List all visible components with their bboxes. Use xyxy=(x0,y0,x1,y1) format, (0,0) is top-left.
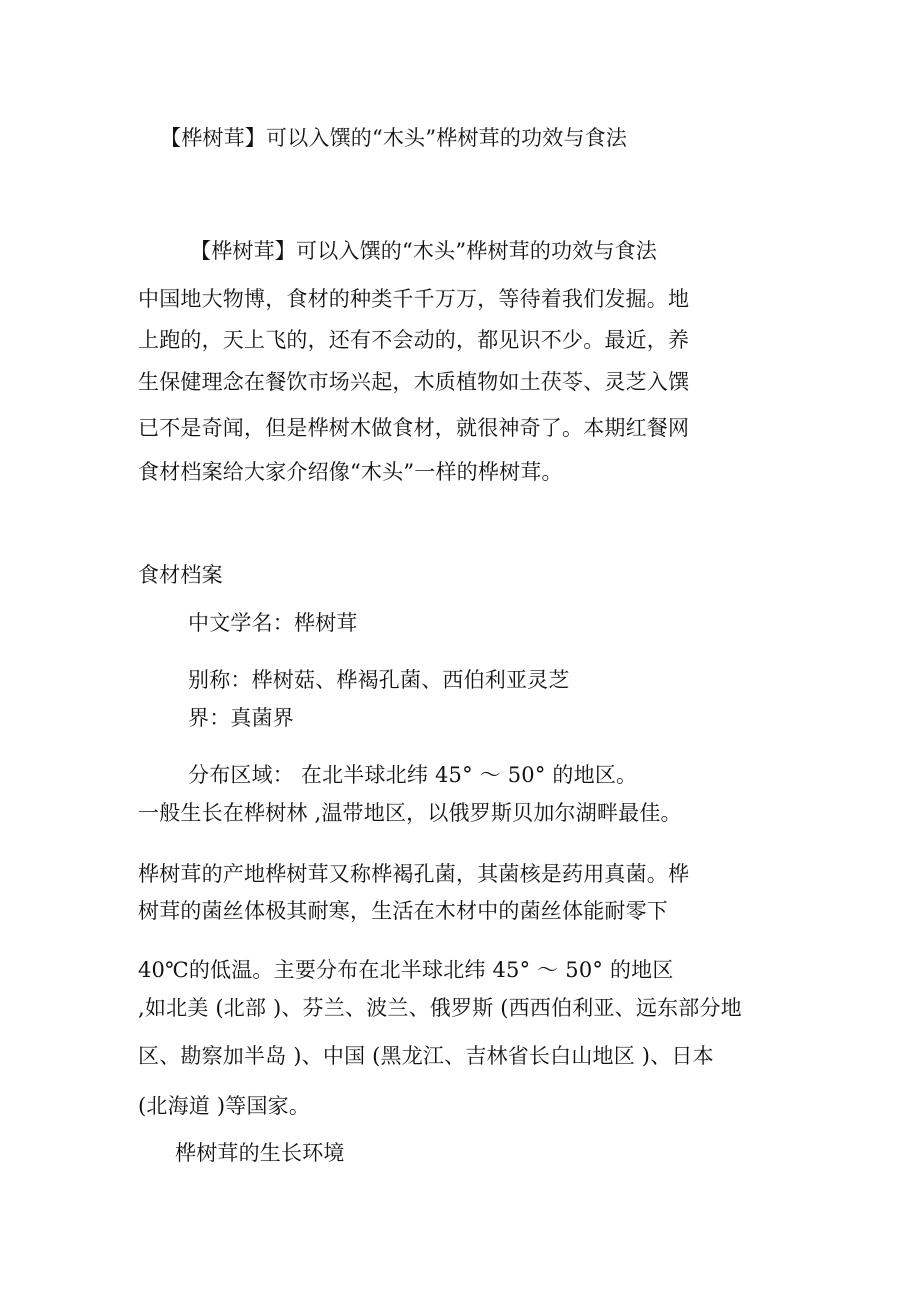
profile-field-kingdom: 界：真菌界 xyxy=(188,706,294,730)
distribution-note: 一般生长在桦树林 ,温带地区，以俄罗斯贝加尔湖畔最佳。 xyxy=(138,801,682,825)
intro-title: 【桦树茸】可以入馔的“木头”桦树茸的功效与食法 xyxy=(190,239,658,263)
origin-line: (北海道 )等国家。 xyxy=(138,1094,311,1118)
document-title: 【桦树茸】可以入馔的“木头”桦树茸的功效与食法 xyxy=(160,126,628,150)
intro-line: 生保健理念在餐饮市场兴起，木质植物如土茯苓、灵芝入馔 xyxy=(138,370,690,394)
profile-heading: 食材档案 xyxy=(138,563,223,587)
profile-field-alias: 别称：桦树菇、桦褐孔菌、西伯利亚灵芝 xyxy=(188,668,570,692)
intro-line: 中国地大物博，食材的种类千千万万，等待着我们发掘。地 xyxy=(138,287,690,311)
growth-heading: 桦树茸的生长环境 xyxy=(175,1141,345,1165)
intro-line: 食材档案给大家介绍像“木头”一样的桦树茸。 xyxy=(138,460,563,484)
origin-line: 树茸的菌丝体极其耐寒，生活在木材中的菌丝体能耐零下 xyxy=(138,899,668,923)
origin-line: 区、勘察加半岛 )、中国 (黑龙江、吉林省长白山地区 )、日本 xyxy=(138,1044,714,1068)
origin-line: 桦树茸的产地桦树茸又称桦褐孔菌，其菌核是药用真菌。桦 xyxy=(138,862,690,886)
intro-line: 已不是奇闻，但是桦树木做食材，就很神奇了。本期红餐网 xyxy=(138,416,690,440)
origin-line: 40℃的低温。主要分布在北半球北纬 45° ～ 50° 的地区 xyxy=(138,958,674,982)
profile-field-distribution: 分布区域： 在北半球北纬 45° ～ 50° 的地区。 xyxy=(188,763,638,787)
profile-field-name: 中文学名：桦树茸 xyxy=(188,611,358,635)
intro-line: 上跑的，天上飞的，还有不会动的，都见识不少。最近，养 xyxy=(138,328,690,352)
origin-line: ,如北美 (北部 )、芬兰、波兰、俄罗斯 (西西伯利亚、远东部分地 xyxy=(138,996,742,1020)
